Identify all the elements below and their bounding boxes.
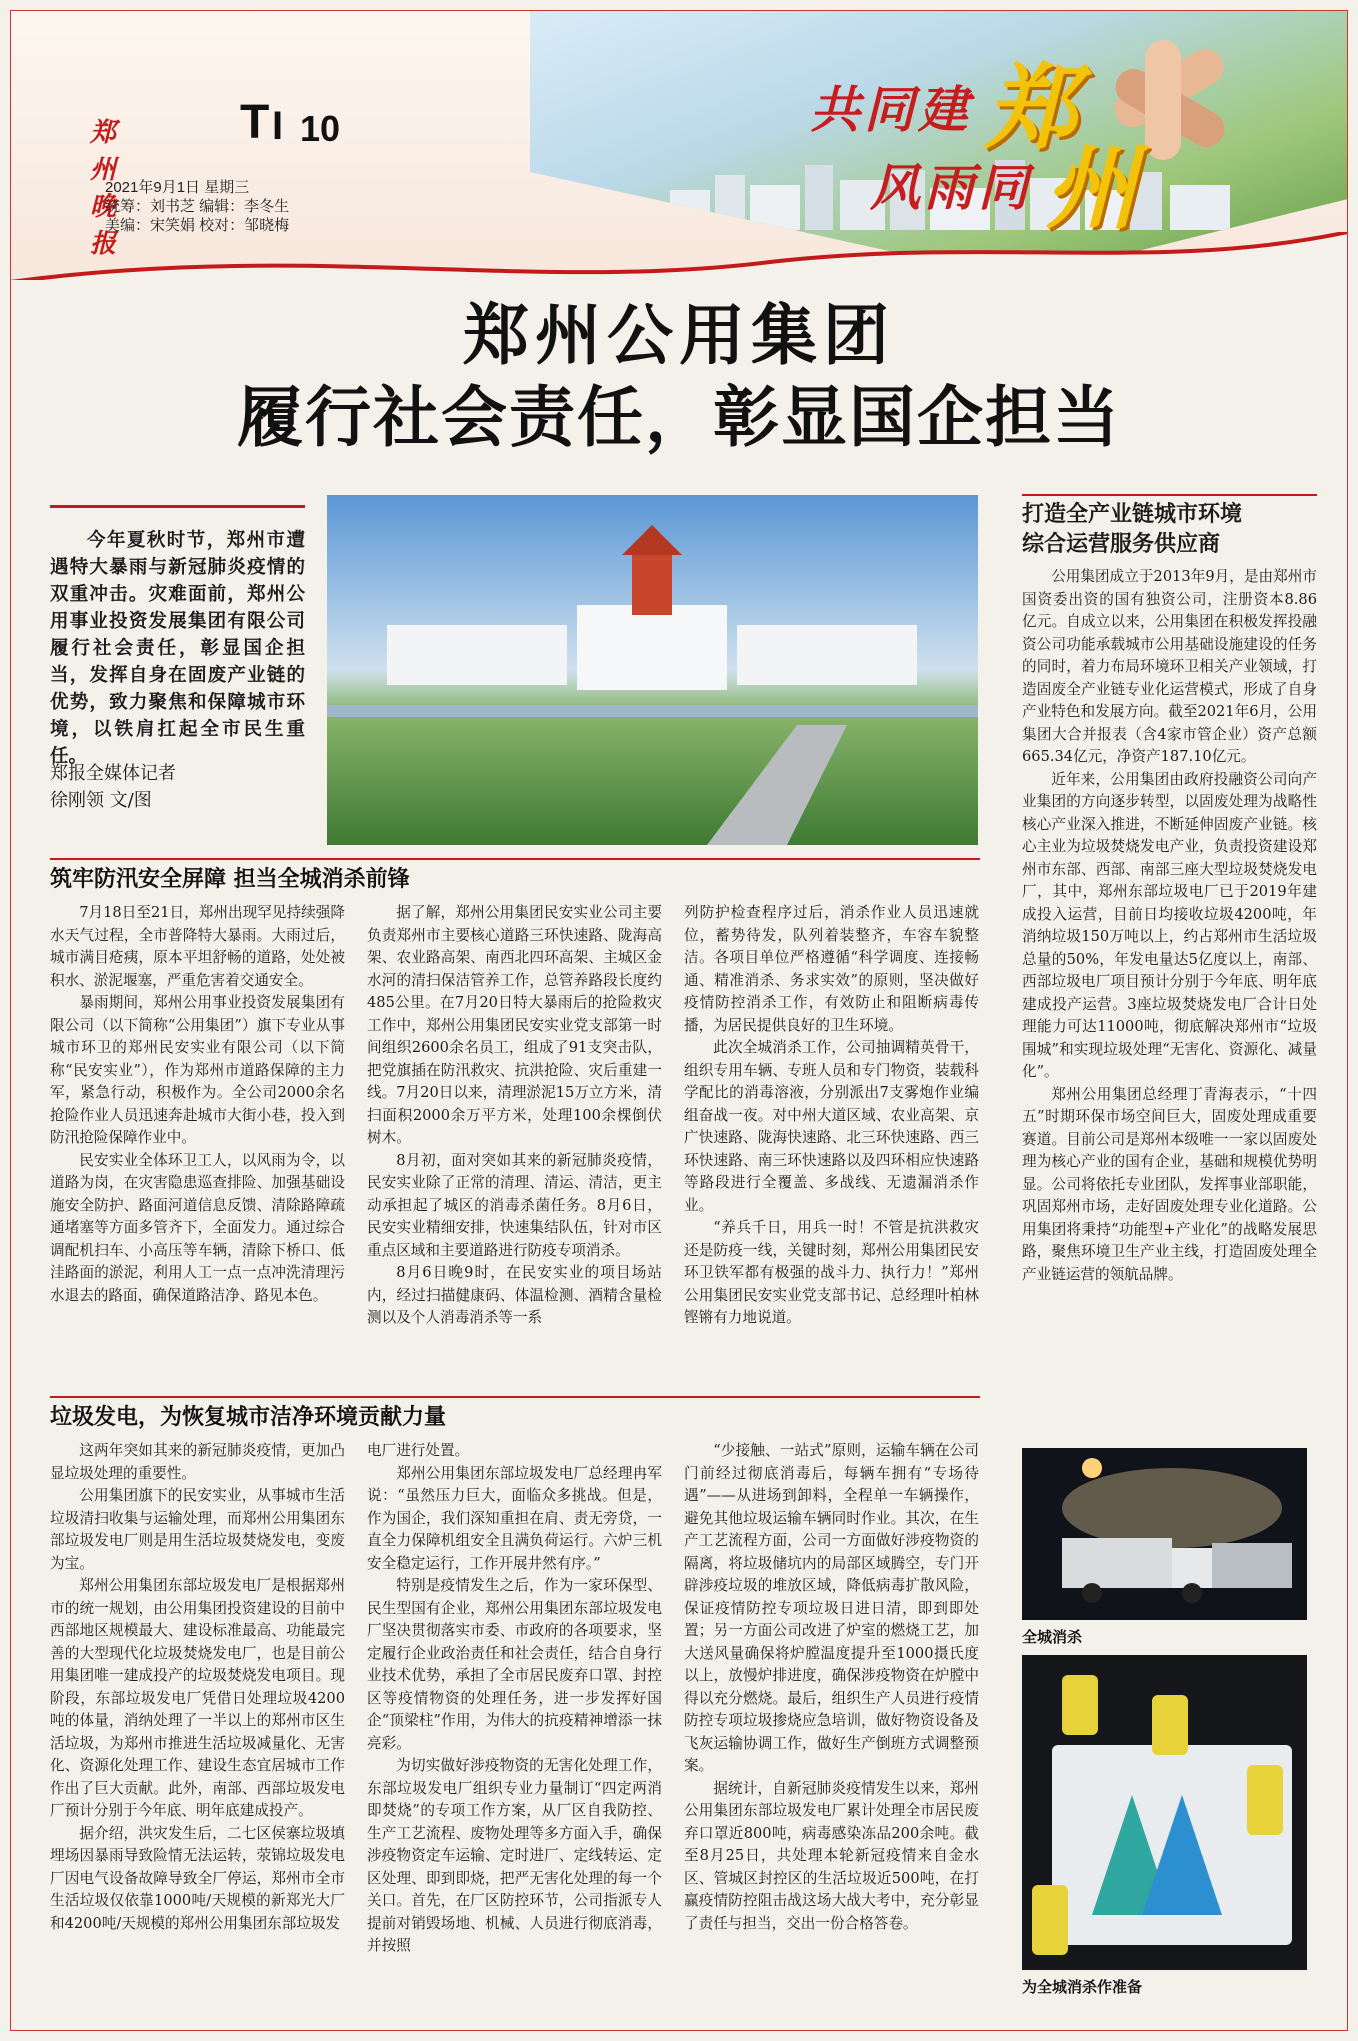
disinfection-trucks-image xyxy=(1022,1448,1307,1620)
paragraph: 此次全城消杀工作，公司抽调精英骨干，组织专用车辆、专班人员和专门物资，装载科学配比的消毒溶液，分别派出7支雾炮作业编组奋战一夜。对中州大道区域、农业高架、京广快速路、陇海快速路、北三环快速路、西三环快速路、南三环快速路以及四环相应快速路等路段进行全覆盖、多战线、无遗漏消杀作业。 xyxy=(684,1039,979,1214)
paragraph: 公用集团成立于2013年9月，是由郑州市国资委出资的国有独资公司，注册资本8.86亿元。自成立以来，公用集团在积极发挥投融资公司功能承载城市公用基础设施建设的任务的同时，着力布局环境环卫相关产业领域，打造固废全产业链专业化运营模式，形成了自身产业特色和发展方向。截至2021年6月，公用集团大合并报表（含4家市管企业）资产总额665.34亿元，净资产187.10亿元。 xyxy=(1022,568,1317,765)
paper-name: 郑州晚报 xyxy=(90,118,119,259)
paragraph: 暴雨期间，郑州公用事业投资发展集团有限公司（以下简称“公用集团”）旗下专业从事城市环卫的郑州民安实业有限公司（以下简称“民安实业”），作为郑州市道路保障的主力军，紧急行动，积极作为。全公司2000余名抢险作业人员迅速奔赴城市大街小巷，投入到防汛抢险保障作业中。 xyxy=(50,994,345,1146)
paragraph: 特别是疫情发生之后，作为一家环保型、民生型国有企业，郑州公用集团东部垃圾发电厂坚决贯彻落实市委、市政府的各项要求，坚定履行企业政治责任和社会责任，结合自身行业技术优势，承担了全市居民废弃口罩、封控区等疫情物资的处理任务，进一步发挥好国企“顶梁柱”作用，为伟大的抗疫精神增添一抹亮彩。 xyxy=(367,1577,662,1752)
lead-rule xyxy=(50,505,305,508)
photo-preparation xyxy=(1022,1655,1307,1970)
red-wave-divider xyxy=(10,232,1348,280)
paragraph: 民安实业全体环卫工人，以风雨为令，以道路为岗，在灾害隐患巡查排险、加强基础设施安全防护、路面河道信息反馈、清除路障疏通堵塞等方面多管齐下，全面发力。通过综合调配机扫车、小高压等车辆，清除下桥口、低洼路面的淤泥，利用人工一点一点冲洗清理污水退去的路面，确保道路洁净、路见本色。 xyxy=(50,1151,345,1304)
section1-title: 筑牢防汛安全屏障 担当全城消杀前锋 xyxy=(50,867,410,892)
section3-col xyxy=(1022,566,1317,1286)
paragraph: 据统计，自新冠肺炎疫情发生以来，郑州公用集团东部垃圾发电厂累计处理全市居民废弃口罩近800吨，病毒感染冻品200余吨。截至8月25日，共处理本轮新冠疫情来自金水区、管城区封控区的生活垃圾近500吨，在打赢疫情防控阻击战这场大战大考中，充分彰显了责任与担当，交出一份合格答卷。 xyxy=(684,1779,979,1932)
paragraph: 7月18日至21日，郑州出现罕见持续强降水天气过程，全市普降特大暴雨。大雨过后，城市满目疮痍，原本平坦舒畅的道路，处处被积水、淤泥堰塞，严重危害着交通安全。 xyxy=(50,904,345,989)
paragraph: 为切实做好涉疫物资的无害化处理工作，东部垃圾发电厂组织专业力量制订“四定两消即焚烧”的专项工作方案，从厂区自我防控、生产工艺流程、废物处理等多方面入手，确保涉疫物资定车运输、定时进厂、定线转运、定区处理、即到即烧，把严无害化处理的每一个关口。首先，在厂区防控环节，公司指派专人提前对销毁场地、机械、人员进行彻底消毒，并按照 xyxy=(367,1757,662,1954)
section3-rule xyxy=(1022,494,1317,496)
paragraph: 这两年突如其来的新冠肺炎疫情，更加凸显垃圾处理的重要性。 xyxy=(50,1442,345,1482)
masthead xyxy=(10,10,1348,280)
caption-disinfection: 全城消杀 xyxy=(1022,1628,1083,1646)
paragraph: 公用集团旗下的民安实业，从事城市生活垃圾清扫收集与运输处理，而郑州公用集团东部垃圾发电厂则是用生活垃圾焚烧发电，变废为宝。 xyxy=(50,1487,345,1572)
slogan-line2: 风雨同 xyxy=(870,158,1032,217)
byline xyxy=(50,760,305,814)
issue-date: 2021年9月1日 星期三 xyxy=(105,179,250,196)
paragraph: 电厂进行处置。 xyxy=(367,1442,470,1459)
paragraph: 列防护检查程序过后，消杀作业人员迅速就位，蓄势待发，队列着装整齐，车容车貌整洁。各项目单位严格遵循“科学调度、连接畅通、精准消杀、务求实效”的原则，坚决做好疫情防控消杀工作，有效防止和阻断病毒传播，为居民提供良好的卫生环境。 xyxy=(684,904,979,1034)
paragraph: “少接触、一站式”原则，运输车辆在公司门前经过彻底消毒后，每辆车拥有“专场待遇”——从进场到卸料，全程单一车辆操作，避免其他垃圾运输车辆同时作业。其次，在生产工艺流程方面，公司一方面做好涉疫物资的隔离，将垃圾储坑内的局部区域腾空，专门开辟涉疫垃圾的堆放区域，降低病毒扩散风险，保证疫情防控专项垃圾日进日清，即到即处置；另一方面公司改进了炉室的燃烧工艺，加大送风量确保将炉膛温度提升至1000摄氏度以上，放慢炉排进度，确保涉疫物资在炉膛中得以充分燃烧。最后，组织生产人员进行疫情防控专项垃圾掺烧应急培训，做好物资设备及飞灰运输协调工作，做好生产倒班方式调整预案。 xyxy=(684,1442,979,1774)
section1-rule xyxy=(50,858,980,860)
paragraph: 8月6日晚9时，在民安实业的项目场站内，经过扫描健康码、体温检测、酒精含量检测以及个人消毒消杀等一系 xyxy=(367,1264,662,1326)
section3-title xyxy=(1022,500,1322,560)
photo-disinfection-night xyxy=(1022,1448,1307,1620)
paragraph: 据介绍，洪灾发生后，二七区侯寨垃圾填埋场因暴雨导致险情无法运转，荥锦垃圾发电厂因电气设备故障导致全厂停运，郑州市全市生活垃圾仅依靠1000吨/天规模的新郑光大厂和4200吨/天规模的郑州公用集团东部垃圾发 xyxy=(50,1824,345,1932)
slogan-gold2: 州 xyxy=(1045,134,1138,242)
byline-line1: 郑报全媒体记者 xyxy=(50,763,176,784)
section1-col2 xyxy=(367,902,662,1330)
paragraph: 郑州公用集团东部垃圾发电厂是根据郑州市的统一规划，由公用集团投资建设的目前中西部地区规模最大、建设标准最高、功能最完善的大型现代化垃圾焚烧发电厂，也是目前公用集团唯一建成投产的垃圾焚烧发电项目。现阶段，东部垃圾发电厂凭借日处理垃圾4200吨的体量，消纳处理了一半以上的郑州市区生活垃圾，为郑州市推进生活垃圾减量化、无害化、资源化处理工作、建设生态宜居城市工作作出了巨大贡献。此外，南部、西部垃圾发电厂预计分别于今年底、明年底建成投产。 xyxy=(50,1577,345,1819)
paragraph: 近年来，公用集团由政府投融资公司向产业集团的方向逐步转型，以固废处理为战略性核心产业深入推进，不断延伸固废产业链。核心主业为垃圾焚烧发电产业，负责投资建设郑州市东部、西部、南部三座大型垃圾焚烧发电厂，其中，郑州东部垃圾电厂已于2019年建成投入运营，目前日均接收垃圾4200吨，年消纳垃圾150万吨以上，约占郑州市生活垃圾总量的50%，年发电量达5亿度以上，南部、西部垃圾电厂项目预计分别于今年底、明年底建成投产运营。3座垃圾焚烧发电厂合计日处理能力可达11000吨，彻底解决郑州市“垃圾围城”和实现垃圾处理“无害化、资源化、减量化”。 xyxy=(1022,770,1317,1080)
headline xyxy=(0,295,1358,459)
edition-letter-i: I xyxy=(272,104,284,148)
lead-paragraph: 今年夏秋时节，郑州市遭遇特大暴雨与新冠肺炎疫情的双重冲击。灾难面前，郑州公用事业投资发展集团有限公司履行社会责任，彰显国企担当，发挥自身在固废产业链的优势，致力聚焦和保障城市环境，以铁肩扛起全市民生重任。 xyxy=(50,530,305,767)
paragraph: 8月初，面对突如其来的新冠肺炎疫情，民安实业除了正常的清理、清运、清洁，更主动承担起了城区的消毒杀菌任务。8月6日，民安实业精细安排，快速集结队伍，针对市区重点区域和主要道路进行防疫专项消杀。 xyxy=(367,1151,662,1259)
paragraph: “养兵千日，用兵一时！不管是抗洪救灾还是防疫一线，关键时刻，郑州公用集团民安环卫铁军都有极强的战斗力、执行力！”郑州公用集团民安实业党支部书记、总经理叶柏林铿锵有力地说道。 xyxy=(684,1219,979,1326)
section3-title-line1: 打造全产业链城市环境 xyxy=(1022,502,1243,527)
main-photo-power-plant xyxy=(327,495,978,845)
edition-letter: T xyxy=(240,96,270,149)
headline-line1: 郑州公用集团 xyxy=(463,297,895,374)
credits-line1: 统筹：刘书芝 编辑：李冬生 xyxy=(105,198,290,215)
power-plant-image xyxy=(327,495,978,845)
section2-col1 xyxy=(50,1440,345,1935)
paragraph: 据了解，郑州公用集团民安实业公司主要负责郑州市主要核心道路三环快速路、陇海高架、农业路高架、南西北四环高架、主城区金水河的清扫保洁管养工作，总管养路段长度约485公里。在7月20日特大暴雨后的抢险救灾工作中，郑州公用集团民安实业党支部第一时间组织2600余名员工，组成了91支突击队，把党旗插在防汛救灾、抗洪抢险、灾后重建一线。7月20日以来，清理淤泥15万立方米，清扫面积2000余万平方米，处理100余棵倒伏树木。 xyxy=(367,904,662,1146)
section2-col3 xyxy=(684,1440,979,1935)
workers-truck-image xyxy=(1022,1655,1307,1970)
section2-title: 垃圾发电，为恢复城市洁净环境贡献力量 xyxy=(50,1405,447,1430)
section1-col3 xyxy=(684,902,979,1330)
credits-line2: 美编：宋笑娟 校对：邹晓梅 xyxy=(105,217,290,234)
slogan-line1: 共同建 xyxy=(810,80,972,139)
masthead-meta xyxy=(105,178,289,235)
headline-line2: 履行社会责任，彰显国企担当 xyxy=(237,379,1121,456)
section3-title-line2: 综合运营服务供应商 xyxy=(1022,532,1221,557)
byline-line2: 徐刚领 文/图 xyxy=(50,790,152,811)
paragraph: 郑州公用集团总经理丁青海表示，“十四五”时期环保市场空间巨大，固废处理成重要赛道。目前公司是郑州本级唯一一家以固废处理为核心产业的国有企业，基础和规模优势明显。公司将依托专业团队，发挥事业部职能，巩固郑州市场，走好固废处理专业化道路。公用集团将秉持“功能型+产业化”的战略发展思路，聚焦环境卫生产业主线，打造固废处理全产业链运营的领航品牌。 xyxy=(1022,1085,1317,1283)
section1-col1 xyxy=(50,902,345,1307)
caption-preparation: 为全城消杀作准备 xyxy=(1022,1978,1143,1996)
slogan-gold1: 郑 xyxy=(985,54,1078,162)
page-number: 10 xyxy=(300,108,341,149)
section2-col2 xyxy=(367,1440,662,1958)
section2-rule xyxy=(50,1396,980,1398)
paragraph: 郑州公用集团东部垃圾发电厂总经理冉军说：“虽然压力巨大，面临众多挑战。但是，作为国企，我们深知重担在肩、责无旁贷，一直全力保障机组安全且满负荷运行。六炉三机安全稳定运行，工作开展井然有序。” xyxy=(367,1464,662,1572)
